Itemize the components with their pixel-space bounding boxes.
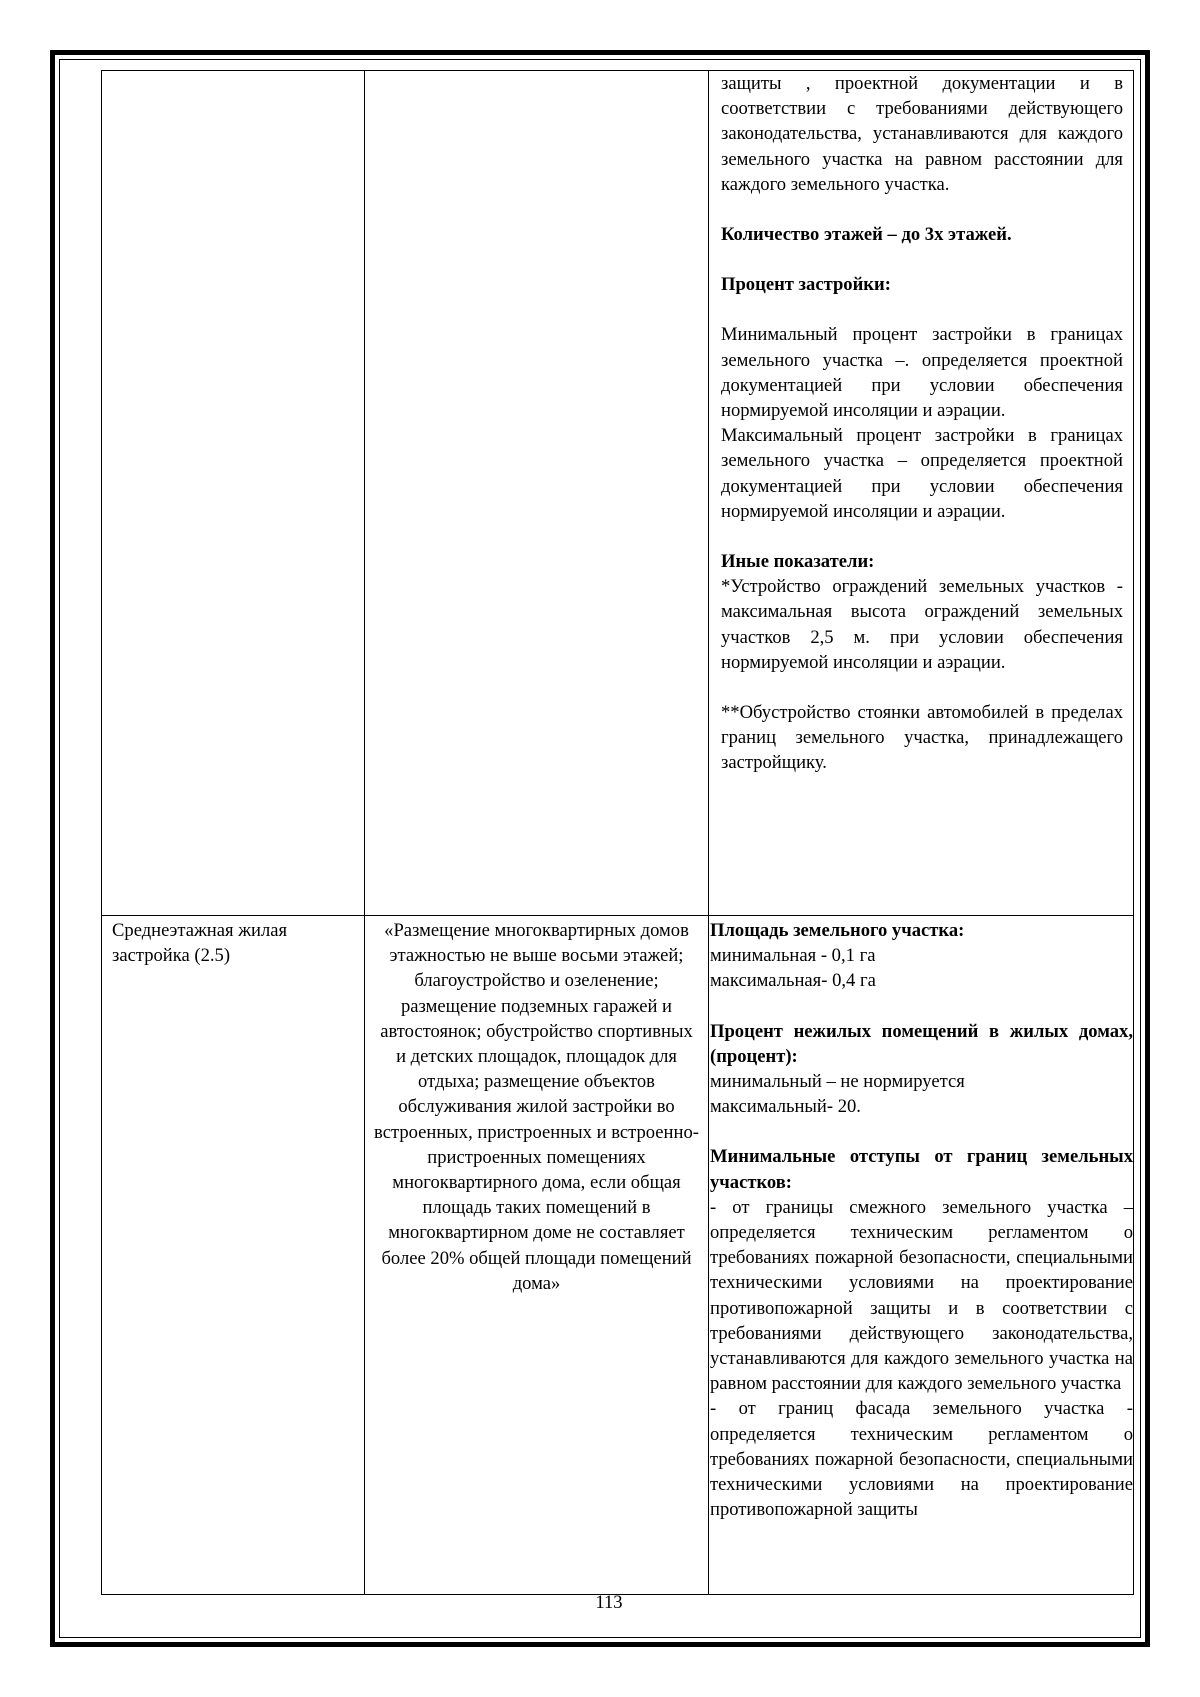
nonresidential-min: минимальный – не нормируется (710, 1071, 965, 1093)
regulations-table (101, 70, 1134, 1595)
cell-land-use-description (365, 71, 709, 916)
cell-parameters (709, 71, 1134, 916)
area-min: минимальная - 0,1 га (710, 945, 876, 967)
setback-continuation: защиты , проектной документации и в соответствии с требованиями действующего законодательства, устанавливаются для каждого земельного участка на равном расстоянии для каждого земельного участка. (721, 73, 1123, 195)
land-use-description: «Размещение многоквартирных домов этажностью не выше восьми этажей; благоустройство и озеленение; размещение подземных гаражей и автостоянок; обустройство спортивных и детских площадок, площадок для отдыха; размещение объектов обслуживания жилой застройки во встроенных, пристроенных и встроенно-пристроенных помещениях многоквартирного дома, если общая площадь таких помещений в многоквартирном доме не составляет более 20% общей площади помещений дома» (374, 920, 699, 1294)
nonresidential-heading: Процент нежилых помещений в жилых домах, (процент): (710, 1020, 1133, 1067)
cell-parameters (709, 916, 1134, 1595)
table-row (102, 916, 1134, 1595)
build-percent-heading: Процент застройки: (721, 274, 891, 296)
setback-adjacent: - от границы смежного земельного участка – определяется техническим регламентом о требованиях пожарной безопасности, специальными техническими условиями на проектирование противопожарной защиты и в соответствии с требованиями действующего законодательства, устанавливаются для каждого земельного участка на равном расстоянии для каждого земельного участка (710, 1196, 1133, 1395)
table-row (102, 71, 1134, 916)
fences-rule: *Устройство ограждений земельных участков - максимальная высота ограждений земельных участков 2,5 м. при условии обеспечения нормируемой инсоляции и аэрации. (721, 576, 1123, 673)
cell-land-use-type (102, 916, 365, 1595)
cell-land-use-type (102, 71, 365, 916)
floors-limit: Количество этажей – до 3х этажей. (721, 224, 1012, 246)
page-number: 113 (595, 1592, 623, 1613)
land-use-type-name: Среднеэтажная жилая застройка (2.5) (112, 920, 288, 967)
area-max: максимальная- 0,4 га (710, 970, 876, 992)
other-indicators-heading: Иные показатели: (721, 551, 875, 573)
setback-heading: Минимальные отступы от границ земельных участков: (710, 1146, 1133, 1193)
max-build-percent: Максимальный процент застройки в границах земельного участка – определяется проектной документацией при условии обеспечения нормируемой инсоляции и аэрации. (721, 425, 1123, 522)
nonresidential-max: максимальный- 20. (710, 1096, 861, 1118)
parking-rule: **Обустройство стоянки автомобилей в пределах границ земельного участка, принадлежащего застройщику. (721, 702, 1123, 774)
min-build-percent: Минимальный процент застройки в границах земельного участка –. определяется проектной документацией при условии обеспечения нормируемой инсоляции и аэрации. (721, 324, 1123, 422)
area-heading: Площадь земельного участка: (710, 920, 965, 941)
setback-facade: - от границ фасада земельного участка - определяется техническим регламентом о требованиях пожарной безопасности, специальными техническими условиями на проектирование противопожарной защиты (710, 1398, 1133, 1521)
cell-land-use-description (365, 916, 709, 1595)
